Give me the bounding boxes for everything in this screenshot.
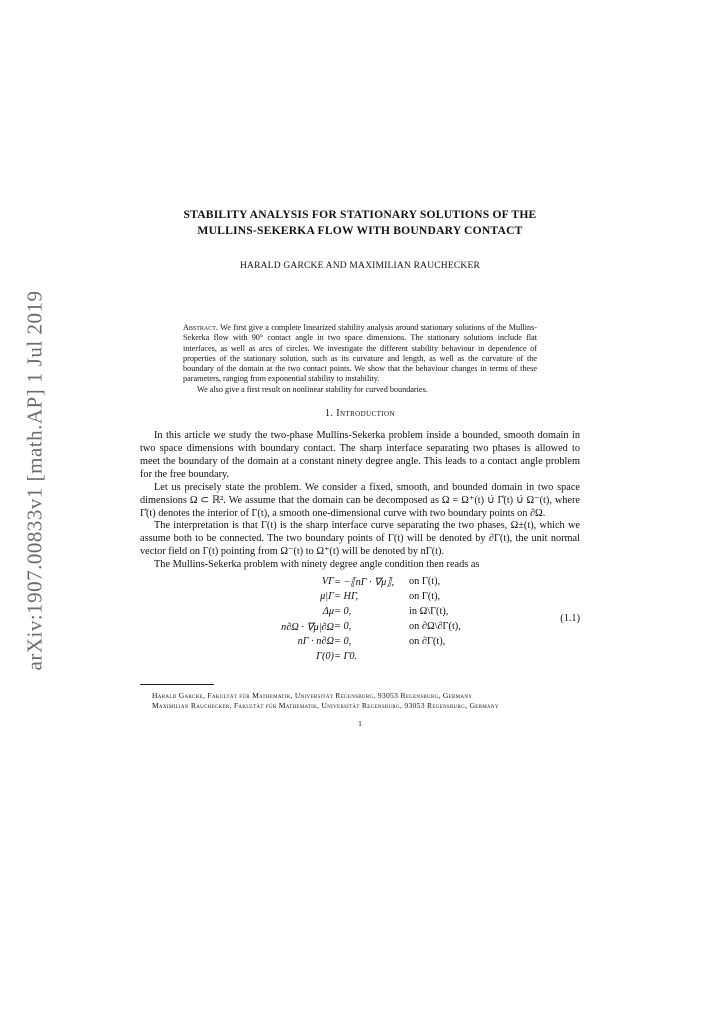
section-body: [140, 430, 580, 572]
equation-row: [140, 636, 580, 650]
equation-rhs: = 0,: [334, 636, 352, 648]
equation-lhs: n∂Ω · ∇μ|∂Ω: [281, 622, 334, 634]
equation-condition: in Ω\Γ(t),: [409, 606, 449, 618]
abstract-second-paragraph: We also give a first result on nonlinear stability for curved boundaries.: [197, 384, 428, 394]
equation-row: [140, 576, 580, 590]
equation-lhs: Γ(0): [316, 651, 334, 663]
equation-condition: on Γ(t),: [409, 591, 441, 603]
equation-row: [140, 606, 580, 620]
equation-row: [140, 591, 580, 605]
arxiv-identifier-stamp: [4, 290, 66, 670]
abstract: [183, 323, 537, 395]
equation-number: (1.1): [560, 613, 580, 625]
paper-title: [140, 207, 580, 239]
abstract-text: We first give a complete linearized stability analysis around stationary solutions of the Mullins-Sekerka flow with 90° contact angle in two space dimensions. The stationary solutions include flat interfaces, as well as arcs of circles. We investigate the different stability behaviour in dependence of properties of the stationary solution, such as its curvature and length, as well as the curvature of the boundary of the domain at the two contact points. We show that the behaviour changes in terms of these parameters, ranging from exponential stability to instability.: [183, 323, 537, 384]
paper-title-line-1: STABILITY ANALYSIS FOR STATIONARY SOLUTIONS OF THE: [183, 208, 537, 221]
paragraph-3: The interpretation is that Γ(t) is the sharp interface curve separating the two phases, Ω±(t), which we assume both to be connected. The two boundary points of Γ(t) will be denoted by ∂Γ(t), the unit normal vector field on Γ(t) pointing from Ω⁻(t) to Ω⁺(t) will be denoted by nΓ(t).: [140, 520, 580, 558]
equation-rhs: = HΓ,: [334, 591, 359, 603]
equation-lhs: VΓ: [321, 576, 334, 588]
page-number: 1: [358, 719, 362, 729]
paper-authors: HARALD GARCKE AND MAXIMILIAN RAUCHECKER: [239, 261, 481, 271]
paragraph-2: Let us precisely state the problem. We consider a fixed, smooth, and bounded domain in two space dimensions Ω ⊂ ℝ². We assume that the domain can be decomposed as Ω = Ω⁺(t) ∪̇ Γ̊(t) ∪̇ Ω⁻(t), where Γ̊(t) denotes the interior of Γ(t), a smooth one-dimensional curve with two boundary points on ∂Ω.: [140, 481, 580, 519]
abstract-label: Abstract.: [183, 323, 218, 332]
equation-rhs: = −⟦nΓ · ∇μ⟧,: [334, 577, 395, 589]
paper-title-line-2: MULLINS-SEKERKA FLOW WITH BOUNDARY CONTACT: [197, 224, 523, 237]
equation-condition: on ∂Ω\∂Γ(t),: [409, 621, 461, 633]
footnote-affiliation-1: Harald Garcke, Fakultät für Mathematik, Universität Regensburg, 93053 Regensburg, Germany: [152, 691, 473, 701]
arxiv-identifier-text: arXiv:1907.00833v1 [math.AP] 1 Jul 2019: [22, 290, 47, 670]
equation-rhs: = Γ0.: [334, 651, 358, 663]
equation-row: [140, 651, 580, 665]
equation-lhs: Δμ: [322, 606, 334, 618]
equation-rhs: = 0,: [334, 621, 352, 633]
equation-system: [140, 576, 580, 666]
section-heading: 1. Introduction: [325, 408, 395, 420]
footnote-divider: [140, 684, 214, 685]
equation-condition: on ∂Γ(t),: [409, 636, 446, 648]
equation-lhs: nΓ · n∂Ω: [297, 636, 334, 648]
footnotes: [140, 691, 580, 711]
footnote-affiliation-2: Maximilian Rauchecker, Fakultät für Mathematik, Universität Regensburg, 93053 Regensburg, Germany: [152, 701, 499, 711]
equation-lhs: μ|Γ: [320, 591, 334, 603]
equation-row: [140, 621, 580, 635]
paragraph-4: The Mullins-Sekerka problem with ninety degree angle condition then reads as: [154, 559, 480, 571]
paper-page: [140, 207, 580, 728]
equation-condition: on Γ(t),: [409, 576, 441, 588]
paragraph-1: In this article we study the two-phase Mullins-Sekerka problem inside a bounded, smooth domain in two space dimensions with boundary contact. The sharp interface separating two phases is allowed to meet the boundary of the domain at a constant ninety degree angle. This leads to a contact angle problem for the free boundary.: [140, 430, 580, 480]
equation-rhs: = 0,: [334, 606, 352, 618]
